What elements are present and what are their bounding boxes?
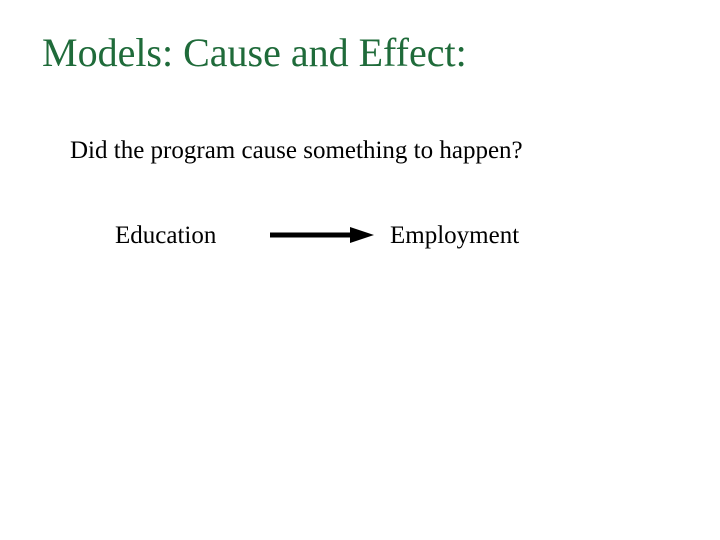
- right-arrow-icon: [268, 224, 376, 246]
- effect-node: Employment: [390, 222, 520, 249]
- slide-title: Models: Cause and Effect:: [42, 30, 467, 75]
- cause-node: Education: [115, 222, 217, 249]
- slide-question: Did the program cause something to happen?: [70, 137, 523, 164]
